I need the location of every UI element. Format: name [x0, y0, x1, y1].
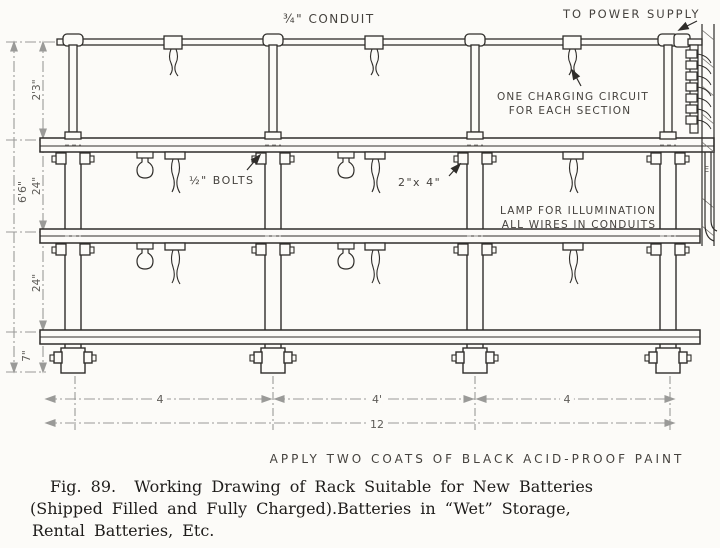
charging-circuit-label-line1: ONE CHARGING CIRCUIT — [496, 91, 650, 103]
charging-circuit-label-line2: FOR EACH SECTION — [508, 105, 632, 117]
caption-line3: Rental Batteries, Etc. — [32, 521, 215, 540]
dim-height-low: 24" — [31, 273, 43, 293]
bolts-label: ½" BOLTS — [189, 174, 255, 187]
stray-e-mark: E — [704, 165, 710, 174]
wall-and-charging-panel — [686, 24, 717, 246]
charging-lead — [164, 36, 182, 76]
charging-lead — [365, 36, 383, 76]
lamp-bulb — [338, 243, 354, 269]
conduit-label: ¾" CONDUIT — [283, 12, 375, 26]
dim-height-total: 6'6" — [16, 180, 29, 204]
caption-line2: (Shipped Filled and Fully Charged).Batteries in “Wet” Storage, — [30, 499, 571, 518]
lamp-bulb — [137, 152, 153, 178]
terminal-blocks — [686, 50, 697, 124]
lamp-bulb — [137, 243, 153, 269]
dim-bay-1: 4 — [156, 393, 164, 406]
dim-bay-3: 4 — [563, 393, 571, 406]
lumber-label: 2"x 4" — [398, 176, 442, 189]
dim-width-total: 12 — [370, 418, 384, 431]
dim-bay-2: 4' — [371, 393, 383, 406]
conduit-frame — [57, 34, 702, 139]
power-supply-label: TO POWER SUPPLY — [563, 7, 701, 21]
shelf-bands — [40, 138, 714, 344]
wall-hatching — [702, 30, 714, 236]
paint-note: APPLY TWO COATS OF BLACK ACID-PROOF PAINT — [269, 452, 685, 466]
lamp-note-line2: ALL WIRES IN CONDUITS — [501, 219, 657, 231]
dim-height-base: 7" — [21, 350, 33, 362]
lamps-and-drops — [137, 36, 583, 284]
lamp-note-line1: LAMP FOR ILLUMINATION — [499, 205, 657, 217]
lamp-bulb — [338, 152, 354, 178]
dim-height-mid: 24" — [31, 176, 43, 196]
caption-line1: Fig. 89. Working Drawing of Rack Suitable for New Batteries — [50, 477, 594, 496]
dim-height-top: 2'3" — [31, 79, 43, 101]
